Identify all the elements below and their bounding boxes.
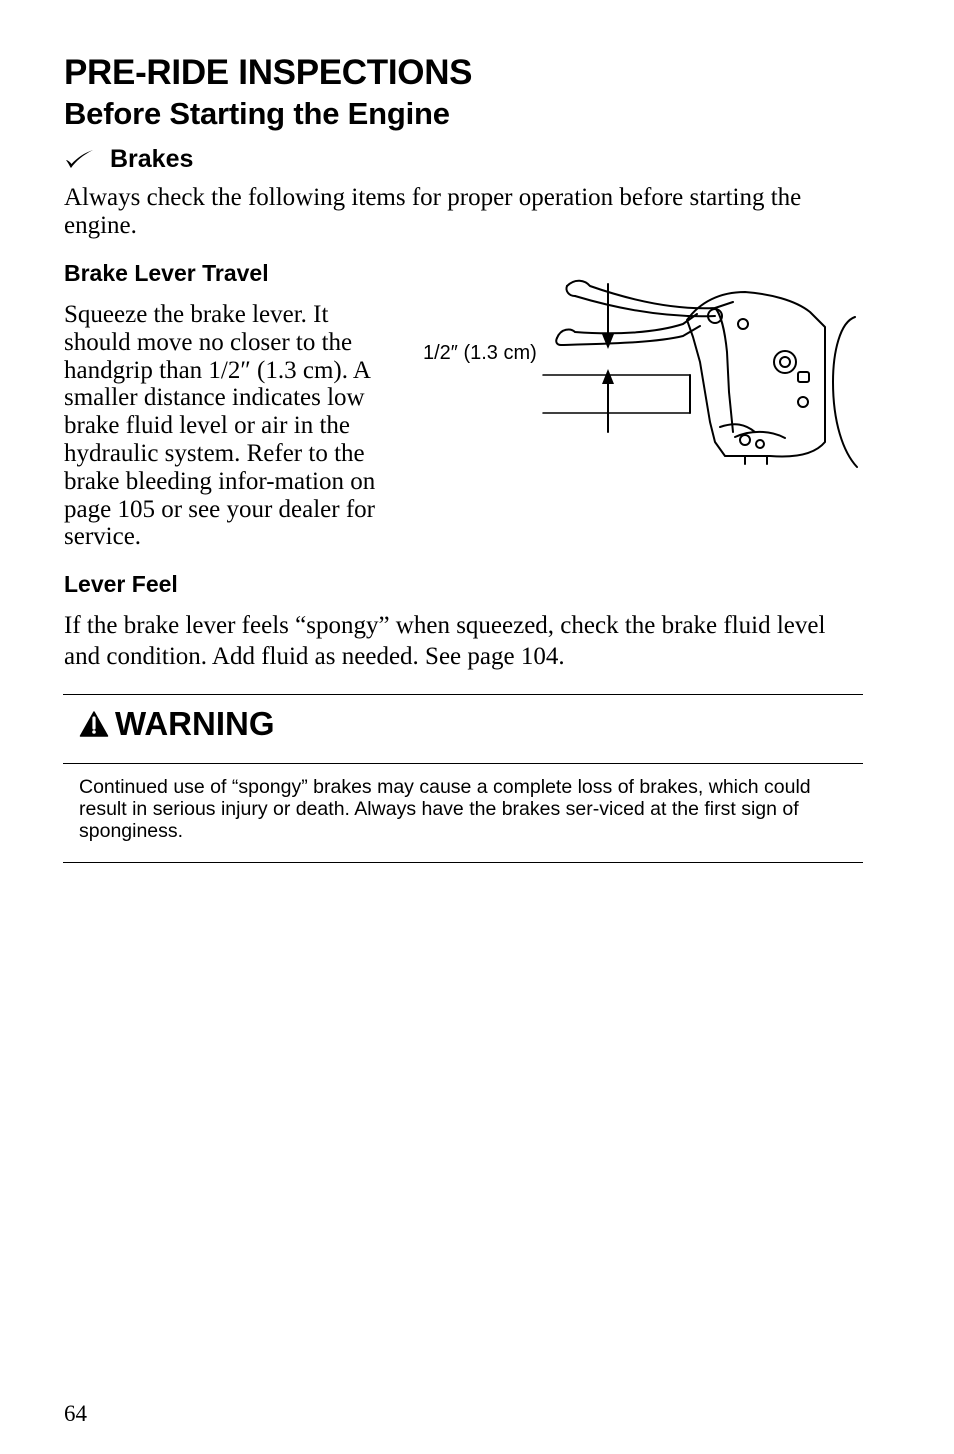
warning-triangle-icon — [79, 710, 109, 738]
warning-header — [79, 704, 275, 744]
checkmark-icon — [64, 149, 94, 169]
brakes-heading-row — [64, 142, 193, 176]
lever-feel-body: If the brake lever feels “spongy” when squeezed, check the brake fluid level and condition. Add fluid as needed. See page 104. — [64, 612, 826, 670]
lever-feel-heading: Lever Feel — [64, 571, 178, 597]
brake-lever-travel-body: Squeeze the brake lever. It should move no closer to the handgrip than 1/2″ (1.3 cm). A smaller distance indicates low brake fluid level or air in the hydraulic system. Refer to the brake bleeding infor-mation on page 105 or see your dealer for service. — [64, 301, 376, 551]
warning-title: WARNING — [115, 705, 275, 742]
warning-bottom-rule — [63, 862, 863, 863]
brakes-heading: Brakes — [110, 145, 194, 173]
warning-divider — [63, 763, 863, 764]
brakes-intro: Always check the following items for proper operation before starting the engine. — [64, 184, 802, 239]
warning-body: Continued use of “spongy” brakes may cause a complete loss of brakes, which could result in serious injury or death. Always have the brakes ser-viced at the first sign of sponginess. — [79, 776, 811, 842]
brake-lever-travel-heading: Brake Lever Travel — [64, 260, 269, 286]
warning-top-rule — [63, 694, 863, 695]
section-subtitle: Before Starting the Engine — [64, 96, 450, 131]
page-title: PRE-RIDE INSPECTIONS — [64, 53, 473, 92]
measurement-label: 1/2″ (1.3 cm) — [423, 342, 537, 364]
page-number: 64 — [64, 1401, 87, 1426]
brake-lever-illustration — [415, 272, 860, 472]
